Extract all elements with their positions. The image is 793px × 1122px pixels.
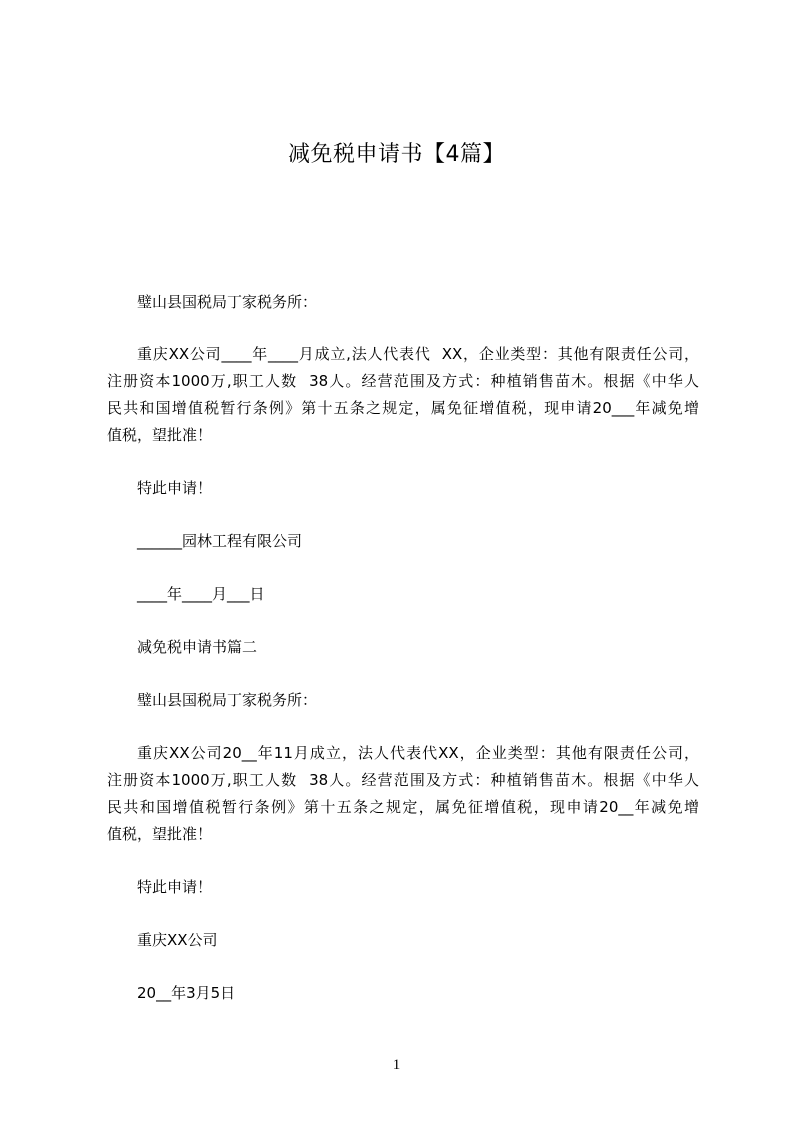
letter-1-closing: 特此申请！ <box>137 479 213 497</box>
letter-2-body-line: 重庆XX公司20__年11月成立，法人代表代XX，企业类型：其他有限责任公司， <box>137 744 699 762</box>
letter-1-body-line: 民共和国增值税暂行条例》第十五条之规定，属免征增值税，现申请20___年减免增 <box>107 399 699 417</box>
letter-1-salutation: 璧山县国税局丁家税务所： <box>137 293 318 311</box>
letter-2-salutation: 璧山县国税局丁家税务所： <box>137 691 318 709</box>
letter-1-date: ____年____月___日 <box>137 585 265 603</box>
letter-1-body-line: 值税，望批准！ <box>107 426 213 444</box>
letter-1-signature: ______园林工程有限公司 <box>137 532 303 550</box>
letter-1-body-line: 注册资本1000万,职工人数 38人。经营范围及方式：种植销售苗木。根据《中华人 <box>107 372 699 390</box>
letter-2-closing: 特此申请！ <box>137 878 213 896</box>
letter-2-body-line: 注册资本1000万,职工人数 38人。经营范围及方式：种植销售苗木。根据《中华人 <box>107 771 699 789</box>
letter-2-signature: 重庆XX公司 <box>137 931 218 949</box>
letter-2-date: 20__年3月5日 <box>137 984 236 1002</box>
page-number: 1 <box>392 1057 401 1073</box>
letter-1-body-line: 重庆XX公司____年____月成立,法人代表代 XX，企业类型：其他有限责任公司， <box>137 345 699 363</box>
letter-2-body-line: 值税，望批准！ <box>107 825 213 843</box>
document-title: 减免税申请书【4篇】 <box>288 142 505 167</box>
section-2-heading: 减免税申请书篇二 <box>137 638 258 656</box>
letter-2-body-line: 民共和国增值税暂行条例》第十五条之规定，属免征增值税，现申请20__年减免增 <box>107 798 699 816</box>
